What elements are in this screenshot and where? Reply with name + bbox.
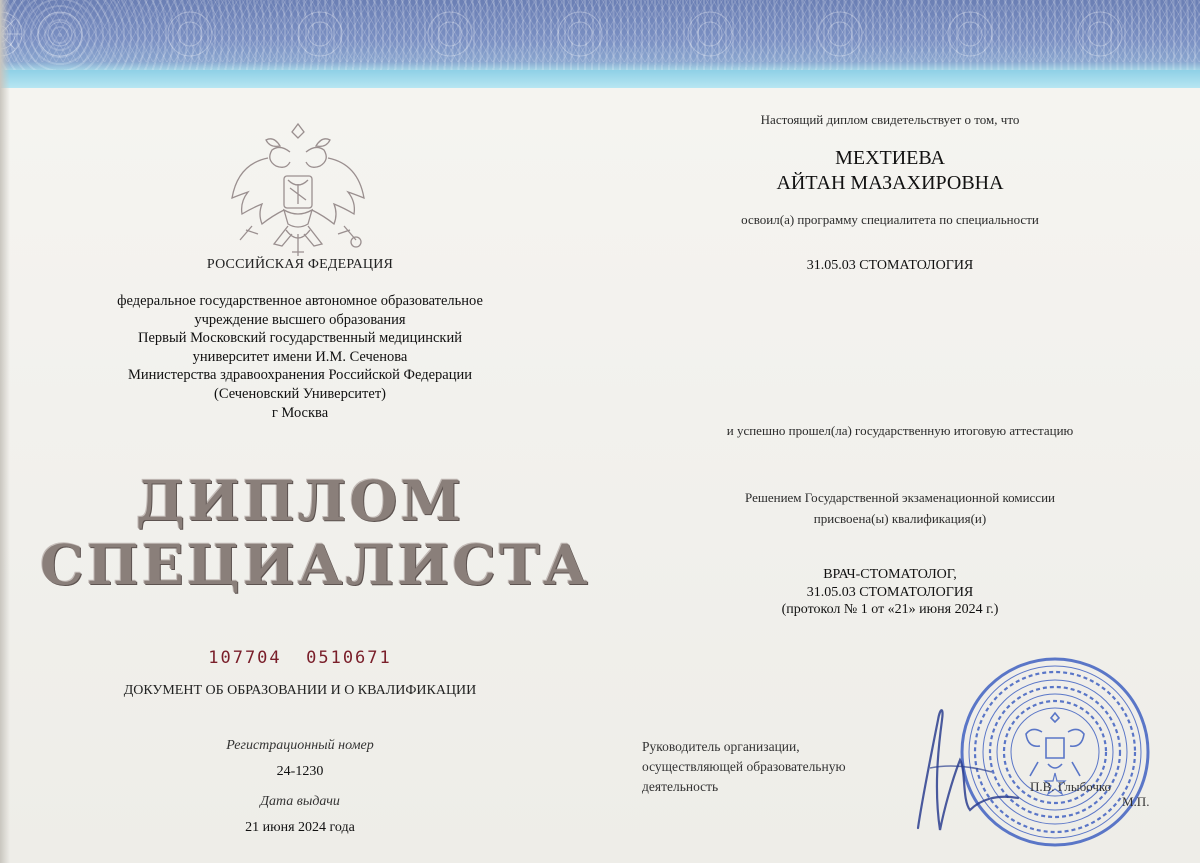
commission-decision-line: присвоена(ы) квалификация(и): [813, 511, 987, 526]
signatory-line: деятельность: [642, 779, 719, 794]
organization-name: [70, 292, 530, 422]
qualification: [680, 566, 1100, 619]
page-edge-shadow: [0, 0, 10, 863]
stamp-place-label: М.П.: [1122, 794, 1150, 809]
organization-line: (Сеченовский Университет): [214, 385, 386, 402]
qualification-specialty: 31.05.03 СТОМАТОЛОГИЯ: [806, 584, 974, 600]
diploma-title: ДИПЛОМ: [135, 468, 465, 533]
guilloche-band: [0, 0, 1200, 88]
double-headed-eagle-icon: [228, 118, 368, 260]
graduate-given-names: АЙТАН МАЗАХИРОВНА: [776, 172, 1004, 194]
signatory-line: осуществляющей образовательную: [642, 759, 846, 774]
signatory-title: [642, 737, 922, 797]
qualification-title: ВРАЧ-СТОМАТОЛОГ,: [823, 567, 957, 582]
graduate-name: [680, 146, 1100, 196]
document-type: ДОКУМЕНТ ОБ ОБРАЗОВАНИИ И О КВАЛИФИКАЦИИ: [123, 683, 477, 698]
certification-intro: Настоящий диплом свидетельствует о том, что: [760, 112, 1020, 127]
signer-name: П.В. Глыбочко: [1030, 779, 1112, 794]
organization-line: университет имени И.М. Сеченова: [192, 348, 408, 365]
issue-date: 21 июня 2024 года: [245, 820, 355, 835]
issue-date-label: Дата выдачи: [260, 794, 340, 809]
organization-line: учреждение высшего образования: [194, 311, 406, 328]
organization-line: Министерства здравоохранения Российской Федерации: [127, 367, 473, 384]
organization-line: Первый Московский государственный медицинский: [138, 330, 462, 347]
specialty: 31.05.03 СТОМАТОЛОГИЯ: [806, 258, 974, 273]
commission-decision: [640, 487, 1160, 529]
registration-number-label: Регистрационный номер: [226, 738, 374, 753]
handwritten-signature: [900, 690, 1040, 840]
graduate-surname: МЕХТИЕВА: [835, 147, 945, 169]
attestation-statement: и успешно прошел(ла) государственную итоговую аттестацию: [726, 423, 1074, 438]
commission-decision-line: Решением Государственной экзаменационной комиссии: [745, 490, 1055, 505]
registration-number: 24-1230: [276, 764, 324, 779]
rosette-pattern: [0, 6, 1200, 62]
country-label: РОССИЙСКАЯ ФЕДЕРАЦИЯ: [206, 257, 394, 272]
organization-line: г Москва: [271, 404, 329, 421]
diploma-subtitle: СПЕЦИАЛИСТА: [40, 532, 591, 597]
organization-line: федеральное государственное автономное образовательное: [117, 293, 483, 309]
qualification-protocol: (протокол № 1 от «21» июня 2024 г.): [781, 602, 999, 617]
serial-number: 107704 0510671: [208, 648, 392, 668]
signatory-line: Руководитель организации,: [642, 739, 800, 754]
program-statement: освоил(а) программу специалитета по специальности: [741, 212, 1039, 227]
